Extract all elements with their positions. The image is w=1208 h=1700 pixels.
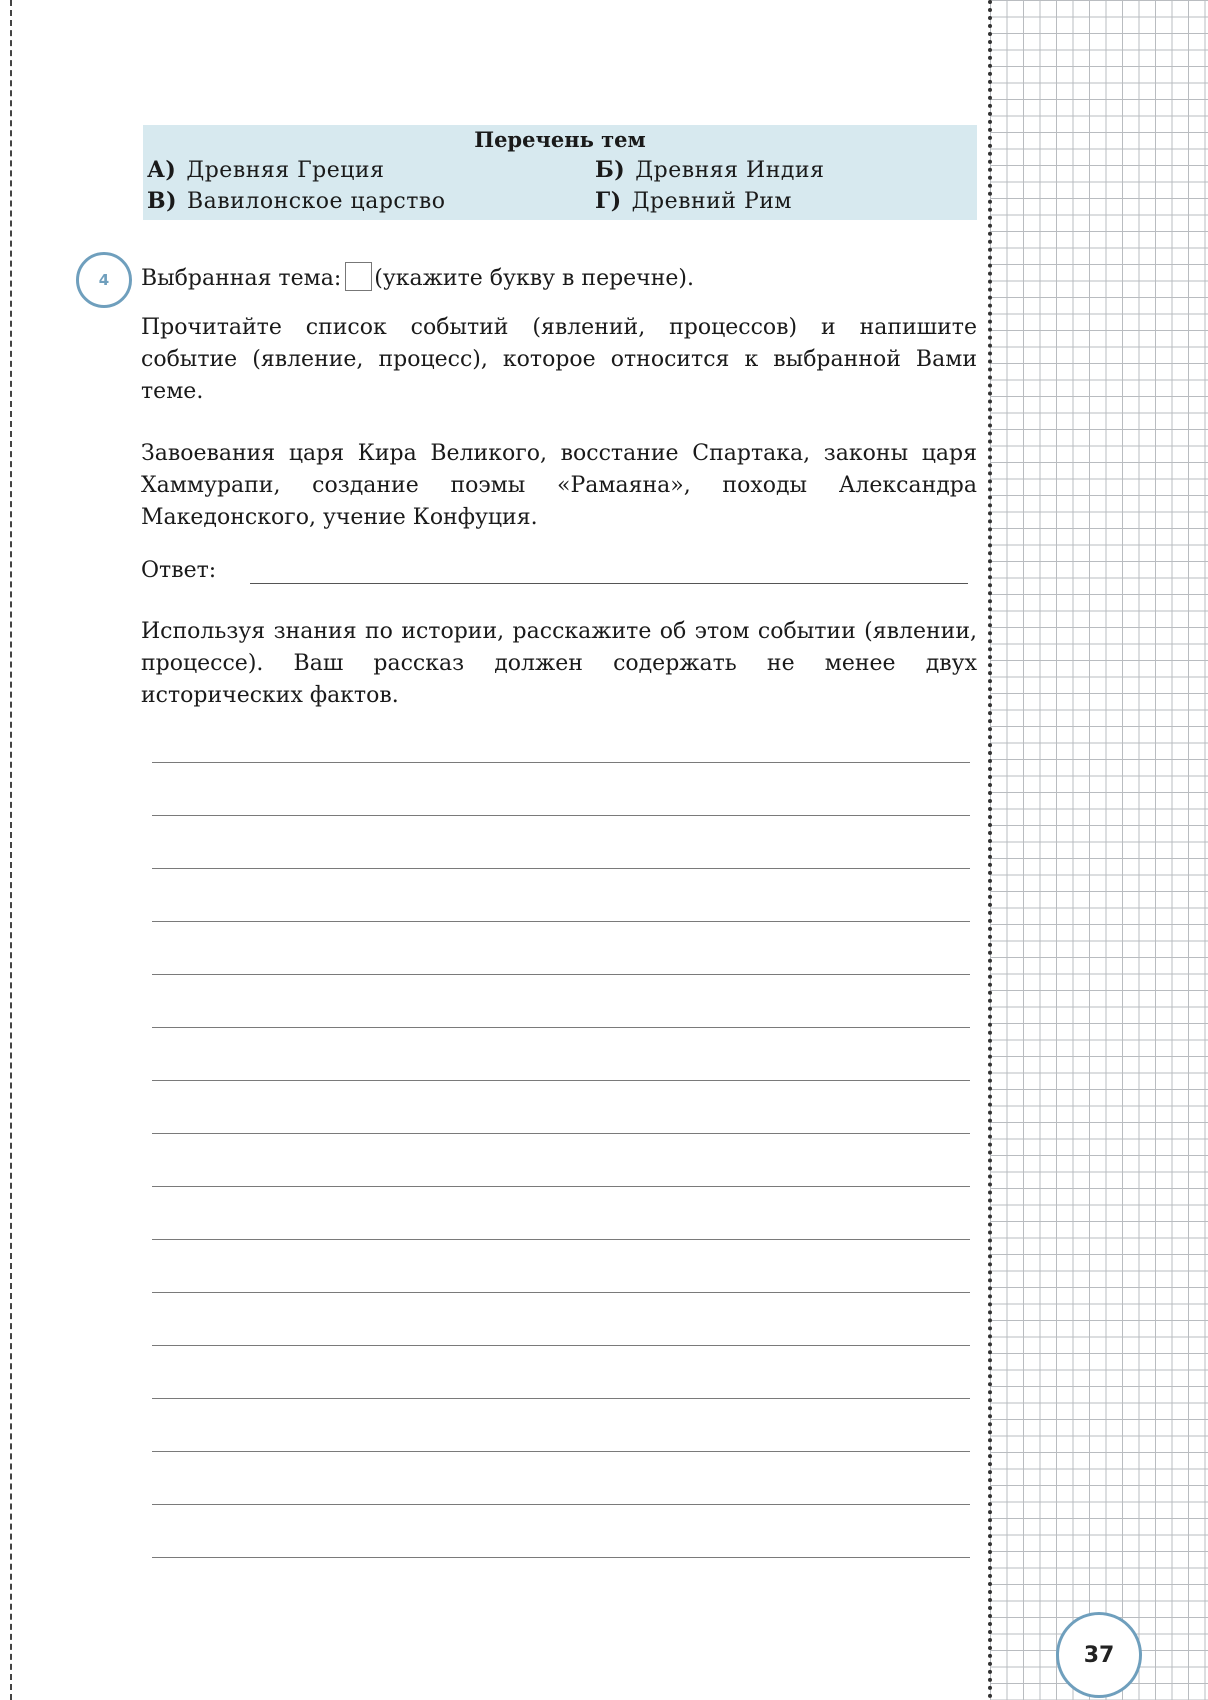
chosen-topic-row xyxy=(141,262,694,291)
margin-dotted-border xyxy=(988,0,992,1700)
writing-line[interactable] xyxy=(152,1345,970,1346)
topics-title: Перечень тем xyxy=(474,127,646,152)
topic-item xyxy=(595,188,792,214)
topics-list xyxy=(143,125,977,220)
topic-name: Вавилонское царство xyxy=(187,189,446,214)
writing-line[interactable] xyxy=(152,1133,970,1134)
writing-line[interactable] xyxy=(152,921,970,922)
topic-name: Древняя Греция xyxy=(186,158,385,183)
writing-line[interactable] xyxy=(152,1239,970,1240)
task-number-badge: 4 xyxy=(76,252,132,308)
topic-letter: В) xyxy=(147,188,178,214)
topic-letter-input[interactable] xyxy=(345,262,372,291)
topic-name: Древняя Индия xyxy=(635,158,825,183)
topic-item xyxy=(595,157,824,183)
topic-item xyxy=(147,188,446,214)
topic-letter: А) xyxy=(147,157,177,183)
writing-line[interactable] xyxy=(152,1080,970,1081)
writing-line[interactable] xyxy=(152,1398,970,1399)
writing-line[interactable] xyxy=(152,868,970,869)
writing-line[interactable] xyxy=(152,1451,970,1452)
writing-line[interactable] xyxy=(152,1292,970,1293)
writing-line[interactable] xyxy=(152,762,970,763)
answer-field[interactable] xyxy=(250,583,968,584)
topic-letter: Г) xyxy=(595,188,622,214)
topic-name: Древний Рим xyxy=(631,189,793,214)
cut-line xyxy=(10,0,12,1700)
writing-line[interactable] xyxy=(152,1186,970,1187)
writing-line[interactable] xyxy=(152,1557,970,1558)
events-list: Завоевания царя Кира Великого, восстание Спартака, законы царя Хаммурапи, создание поэмы «Рамаяна», походы Александра Македонского, учение Конфуция. xyxy=(141,441,977,530)
writing-line[interactable] xyxy=(152,1504,970,1505)
story-prompt: Используя знания по истории, расскажите об этом событии (явлении, процессе). Ваш рассказ должен содержать не менее двух исторических фактов. xyxy=(141,619,977,708)
writing-line[interactable] xyxy=(152,974,970,975)
writing-line[interactable] xyxy=(152,1027,970,1028)
graph-paper-margin xyxy=(990,0,1208,1700)
chosen-topic-hint: (укажите букву в перечне). xyxy=(374,266,694,291)
topic-letter: Б) xyxy=(595,157,626,183)
writing-line[interactable] xyxy=(152,815,970,816)
task-instruction: Прочитайте список событий (явлений, процессов) и напишите событие (явление, процесс), которое относится к выбранной Вами теме. xyxy=(141,315,977,404)
page-number: 37 xyxy=(1056,1612,1142,1698)
answer-label: Ответ: xyxy=(141,558,217,583)
topic-item xyxy=(147,157,384,183)
chosen-topic-label: Выбранная тема: xyxy=(141,266,342,291)
